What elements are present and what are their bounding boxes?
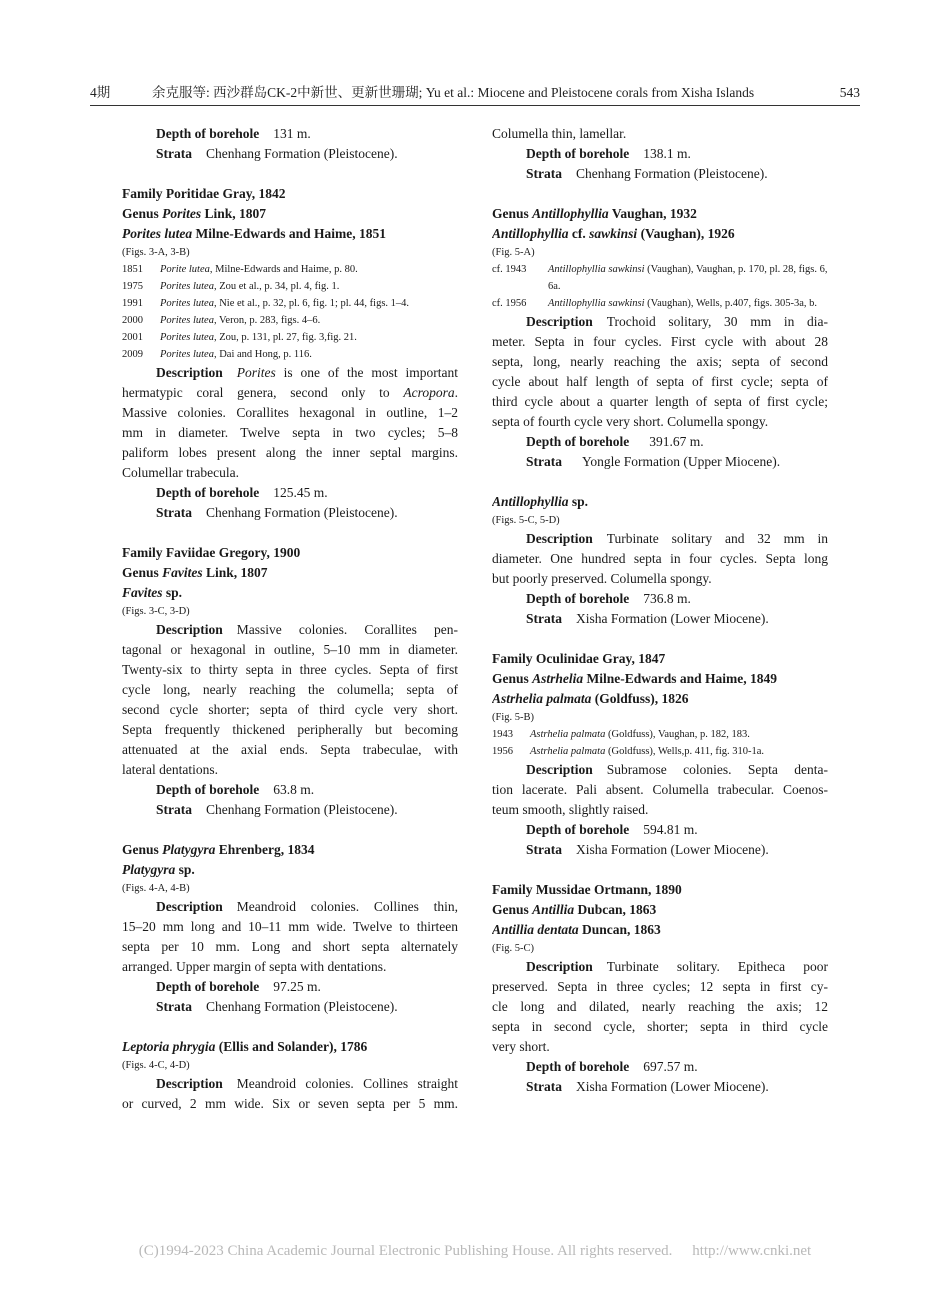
description-line: preserved. Septa in three cycles; 12 septa in first cy-	[492, 979, 828, 994]
depth-line: Depth of borehole 138.1 m.	[526, 146, 691, 161]
family-heading: Family Faviidae Gregory, 1900	[122, 545, 301, 560]
copyright-text: (C)1994-2023 China Academic Journal Electronic Publishing House. All rights reserved.	[138, 1243, 673, 1259]
footer-url: http://www.cnki.net	[692, 1243, 812, 1259]
description-line: Description Turbinate solitary. Epitheca poor	[526, 959, 828, 974]
genus-heading: Genus Antillia Dubcan, 1863	[492, 902, 657, 917]
description-line: third cycle about a quarter length of septa of first cycle;	[492, 394, 828, 409]
figure-reference: (Fig. 5-B)	[492, 712, 534, 723]
description-line: Description Turbinate solitary and 32 mm in	[526, 531, 828, 546]
header-rule	[90, 105, 860, 106]
genus-heading: Genus Platygyra Ehrenberg, 1834	[122, 842, 315, 857]
description-line: tion lacerate. Pali absent. Columella trabecular. Coenos-	[492, 782, 828, 797]
description-line: hermatypic coral genera, second only to Acropora.	[122, 385, 458, 400]
strata-line: Strata Chenhang Formation (Pleistocene).	[526, 166, 768, 181]
depth-line: Depth of borehole 97.25 m.	[156, 979, 321, 994]
species-heading: Porites lutea Milne-Edwards and Haime, 1851	[122, 226, 387, 241]
synonymy-entry: 1975 Porites lutea, Zou et al., p. 34, pl. 4, fig. 1.	[122, 281, 340, 292]
description-line: mm in diameter. Twelve septa in two cycles; 5–8	[122, 425, 458, 440]
description-line: Description Massive colonies. Corallites pen-	[156, 622, 458, 637]
description-line: cle long and dilated, nearly reaching the axis; 12	[492, 999, 828, 1014]
synonymy-entry: 1851 Porite lutea, Milne-Edwards and Haime, p. 80.	[122, 264, 358, 275]
synonymy-entry: 1956 Astrhelia palmata (Goldfuss), Wells,p. 411, fig. 310-1a.	[492, 746, 765, 757]
running-title: 余克服等: 西沙群岛CK-2中新世、更新世珊瑚; Yu et al.: Miocene and Pleistocene corals from Xisha Islands	[152, 85, 755, 100]
copyright-footer	[0, 1243, 950, 1260]
depth-line: Depth of borehole 391.67 m.	[526, 434, 704, 449]
figure-reference: (Figs. 4-C, 4-D)	[122, 1060, 190, 1071]
synonymy-entry: 1991 Porites lutea, Nie et al., p. 32, pl. 6, fig. 1; pl. 44, figs. 1–4.	[122, 298, 410, 309]
description-line: attenuated at the axial ends. Septa trabeculae, with	[122, 742, 458, 757]
description-line: septa per 10 mm. Long and short septa alternately	[122, 939, 458, 954]
description-line: cycle about half length of septa of first cycle; septa of	[492, 374, 828, 389]
description-line: Columellar trabecula.	[122, 465, 239, 480]
description-line: septa in second cycle, shorter; septa in third cycle	[492, 1019, 828, 1034]
description-line: or curved, 2 mm wide. Six or seven septa per 5 mm.	[122, 1096, 458, 1111]
genus-heading: Genus Antillophyllia Vaughan, 1932	[492, 206, 697, 221]
species-heading: Antillia dentata Duncan, 1863	[492, 922, 661, 937]
description-line: Description Trochoid solitary, 30 mm in dia-	[526, 314, 828, 329]
description-line: teum smooth, slightly raised.	[492, 802, 649, 817]
description-line: Description Subramose colonies. Septa denta-	[526, 762, 828, 777]
strata-line: Strata Xisha Formation (Lower Miocene).	[526, 1079, 769, 1094]
description-line: Description Porites is one of the most important	[156, 365, 458, 380]
family-heading: Family Poritidae Gray, 1842	[122, 186, 286, 201]
species-heading: Antillophyllia cf. sawkinsi (Vaughan), 1926	[492, 226, 735, 241]
description-line: tagonal or hexagonal in outline, 5–10 mm in diameter.	[122, 642, 458, 657]
description-line: meter. Septa in four cycles. First cycle with about 28	[492, 334, 828, 349]
species-heading: Favites sp.	[122, 585, 183, 600]
depth-line: Depth of borehole 63.8 m.	[156, 782, 315, 797]
figure-reference: (Fig. 5-C)	[492, 943, 534, 954]
right-column	[492, 124, 828, 1097]
description-line: Description Meandroid colonies. Collines thin,	[156, 899, 458, 914]
description-line: very short.	[492, 1039, 550, 1054]
synonymy-entry: cf. 1943 Antillophyllia sawkinsi (Vaughan), Vaughan, p. 170, pl. 28, figs. 6, 6a.	[492, 264, 828, 292]
synonymy-entry: 1943 Astrhelia palmata (Goldfuss), Vaughan, p. 182, 183.	[492, 729, 750, 740]
description-line: septa, long, nearly reaching the axis; septa of second	[492, 354, 828, 369]
genus-heading: Genus Favites Link, 1807	[122, 565, 268, 580]
strata-line: Strata Xisha Formation (Lower Miocene).	[526, 611, 769, 626]
description-line: Massive colonies. Corallites hexagonal in outline, 1–2	[122, 405, 458, 420]
family-heading: Family Oculinidae Gray, 1847	[492, 651, 666, 666]
description-line: paliform lobes present along the inner septal margins.	[122, 445, 458, 460]
description-line: lateral dentations.	[122, 762, 218, 777]
strata-line: Strata Chenhang Formation (Pleistocene).	[156, 505, 398, 520]
synonymy-entry: 2001 Porites lutea, Zou, p. 131, pl. 27, fig. 3,fig. 21.	[122, 332, 357, 343]
figure-reference: (Figs. 3-A, 3-B)	[122, 247, 190, 258]
issue-number: 4期	[90, 85, 111, 100]
description-line: cycle long, nearly reaching the columella; septa of	[122, 682, 458, 697]
family-heading: Family Mussidae Ortmann, 1890	[492, 882, 682, 897]
depth-line: Depth of borehole 125.45 m.	[156, 485, 328, 500]
species-heading: Leptoria phrygia (Ellis and Solander), 1786	[122, 1039, 368, 1054]
left-column	[122, 124, 458, 1114]
page-number: 543	[839, 85, 860, 100]
figure-reference: (Figs. 4-A, 4-B)	[122, 883, 190, 894]
synonymy-entry: 2009 Porites lutea, Dai and Hong, p. 116.	[122, 349, 312, 360]
figure-reference: (Fig. 5-A)	[492, 247, 535, 258]
species-heading: Platygyra sp.	[122, 862, 195, 877]
strata-line: Strata Chenhang Formation (Pleistocene).	[156, 802, 398, 817]
strata-line: Strata Xisha Formation (Lower Miocene).	[526, 842, 769, 857]
species-heading: Astrhelia palmata (Goldfuss), 1826	[492, 691, 689, 706]
depth-line: Depth of borehole 131 m.	[156, 126, 311, 141]
genus-heading: Genus Porites Link, 1807	[122, 206, 267, 221]
description-line: but poorly preserved. Columella spongy.	[492, 571, 712, 586]
depth-line: Depth of borehole 594.81 m.	[526, 822, 698, 837]
description-line: arranged. Upper margin of septa with dentations.	[122, 959, 387, 974]
description-line: septa of fourth cycle very short. Columella spongy.	[492, 414, 769, 429]
description-line: diameter. One hundred septa in four cycles. Septa long	[492, 551, 828, 566]
synonymy-entry: 2000 Porites lutea, Veron, p. 283, figs. 4–6.	[122, 315, 321, 326]
depth-line: Depth of borehole 697.57 m.	[526, 1059, 698, 1074]
description-line: 15–20 mm long and 10–11 mm wide. Twelve to thirteen	[122, 919, 458, 934]
strata-line: Strata Yongle Formation (Upper Miocene).	[526, 454, 781, 469]
description-line: Description Meandroid colonies. Collines straight	[156, 1076, 458, 1091]
description-line: Columella thin, lamellar.	[492, 126, 627, 141]
strata-line: Strata Chenhang Formation (Pleistocene).	[156, 999, 398, 1014]
genus-heading: Genus Astrhelia Milne-Edwards and Haime, 1849	[492, 671, 778, 686]
strata-line: Strata Chenhang Formation (Pleistocene).	[156, 146, 398, 161]
figure-reference: (Figs. 3-C, 3-D)	[122, 606, 190, 617]
figure-reference: (Figs. 5-C, 5-D)	[492, 515, 560, 526]
species-heading: Antillophyllia sp.	[492, 494, 589, 509]
description-line: second cycle shorter; septa of third cycle very short.	[122, 702, 458, 717]
depth-line: Depth of borehole 736.8 m.	[526, 591, 691, 606]
description-line: Septa frequently thickened peripherally but becoming	[122, 722, 458, 737]
description-line: Twenty-six to thirty septa in three cycles. Septa of first	[122, 662, 458, 677]
synonymy-entry: cf. 1956 Antillophyllia sawkinsi (Vaughan), Wells, p.407, figs. 305-3a, b.	[492, 298, 818, 309]
